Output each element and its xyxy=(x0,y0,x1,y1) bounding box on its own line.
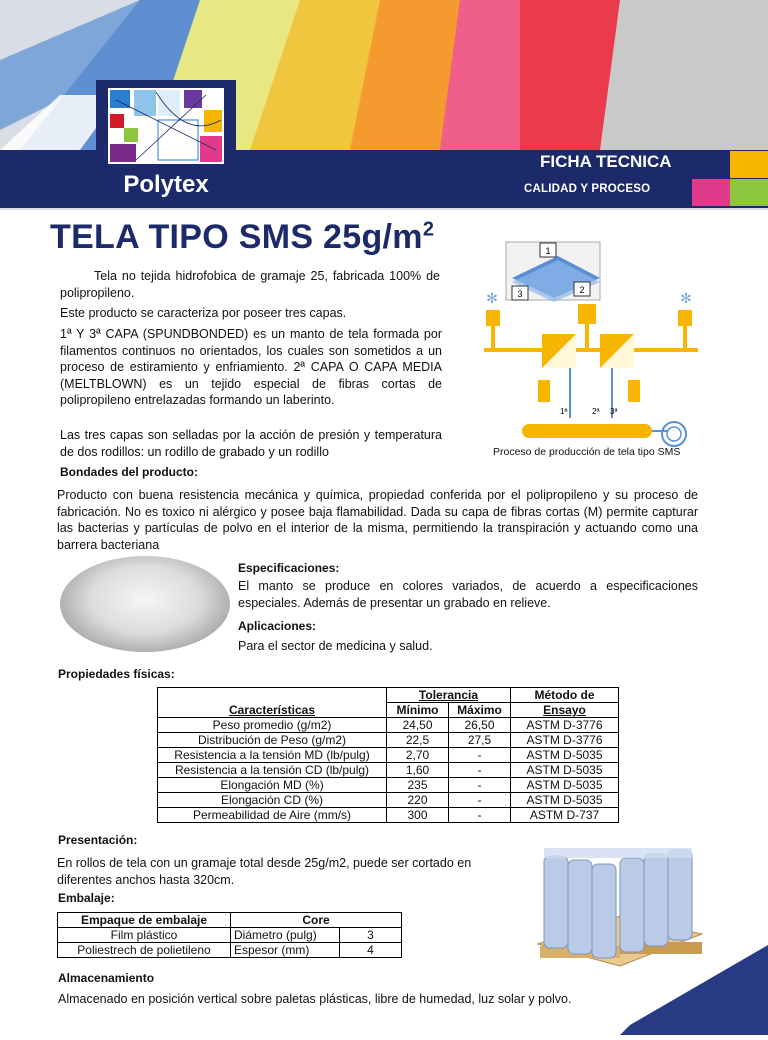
col-minimo: Mínimo xyxy=(387,703,449,718)
col-core: Core xyxy=(231,913,402,928)
svg-text:2: 2 xyxy=(579,285,585,295)
table-row: Elongación MD (%) 235 - ASTM D-5035 xyxy=(158,778,619,793)
intro-paragraph-2: Este producto se caracteriza por poseer tres capas. xyxy=(60,306,347,320)
intro-paragraph-1: Tela no tejida hidrofobica de gramaje 25, fabricada 100% de polipropileno. xyxy=(60,269,440,300)
intro-paragraph-4: Las tres capas son selladas por la acción de presión y temperatura de dos rodillos: un rodillo de grabado y un rodillo xyxy=(60,428,442,459)
almacenamiento-text: Almacenado en posición vertical sobre paletas plásticas, libre de humedad, luz solar y polvo. xyxy=(58,992,572,1006)
bondades-text: Producto con buena resistencia mecánica y química, propiedad conferida por el polipropileno y su proceso de fabricación. No es toxico ni alérgico y posee baja flamabilidad. Dada su capa de fibras cortas (M) permite capturar las bacterias y partículas de polvo en el interior de la misma, permitiendo la transpiración y actuando como una barrera bacteriana xyxy=(57,488,698,552)
almacenamiento-heading: Almacenamiento xyxy=(58,971,155,985)
svg-text:✻: ✻ xyxy=(486,290,498,306)
table-row: Distribución de Peso (g/m2) 22,5 27,5 ASTM D-3776 xyxy=(158,733,619,748)
ficha-tecnica-label: FICHA TECNICA xyxy=(540,152,672,171)
fabric-sample-photo xyxy=(60,556,230,652)
col-tolerancia: Tolerancia xyxy=(387,688,511,703)
table-row: Elongación CD (%) 220 - ASTM D-5035 xyxy=(158,793,619,808)
col-metodo: Método de xyxy=(511,688,619,703)
svg-text:2ª: 2ª xyxy=(592,407,600,416)
svg-text:1: 1 xyxy=(545,246,551,256)
embalaje-heading: Embalaje: xyxy=(58,891,115,905)
table-row: Resistencia a la tensión CD (lb/pulg) 1,60 - ASTM D-5035 xyxy=(158,763,619,778)
accent-square-yellow xyxy=(730,151,768,178)
col-empaque: Empaque de embalaje xyxy=(58,913,231,928)
table-row: Permeabilidad de Aire (mm/s) 300 - ASTM D-737 xyxy=(158,808,619,823)
aplicaciones-heading: Aplicaciones: xyxy=(238,619,317,633)
accent-square-magenta xyxy=(692,179,730,206)
accent-square-green xyxy=(730,179,768,206)
sms-process-diagram xyxy=(478,238,718,448)
calidad-proceso-label: CALIDAD Y PROCESO xyxy=(524,183,651,195)
table-row: Resistencia a la tensión MD (lb/pulg) 2,70 - ASTM D-5035 xyxy=(158,748,619,763)
diagram-caption: Proceso de producción de tela tipo SMS xyxy=(493,446,681,458)
col-ensayo: Ensayo xyxy=(511,703,619,718)
table-row: Poliestrech de polietileno Espesor (mm) 4 xyxy=(58,943,402,958)
aplicaciones-text: Para el sector de medicina y salud. xyxy=(238,639,433,653)
table-row: Film plástico Diámetro (pulg) 3 xyxy=(58,928,402,943)
properties-table xyxy=(157,687,619,823)
svg-text:Polytex: Polytex xyxy=(123,171,209,198)
propiedades-heading: Propiedades físicas: xyxy=(58,667,175,681)
col-maximo: Máximo xyxy=(449,703,511,718)
col-caracteristicas: Características xyxy=(158,688,387,718)
presentacion-heading: Presentación: xyxy=(58,833,138,847)
svg-text:1ª: 1ª xyxy=(560,407,568,416)
bondades-heading: Bondades del producto: xyxy=(60,465,198,479)
especificaciones-text: El manto se produce en colores variados, de acuerdo a especificaciones especiales. Además de presentar un grabado en relieve. xyxy=(238,579,698,610)
especificaciones-heading: Especificaciones: xyxy=(238,561,340,575)
embalaje-table xyxy=(57,912,402,958)
page-title: TELA TIPO SMS $25g/m^2$ xyxy=(50,218,435,256)
intro-paragraph-3: 1ª Y 3ª CAPA (SPUNDBONDED) es un manto de tela formada por filamentos continuos no orientados, los cuales son sometidos a un proceso de estiramiento y enfriamiento. 2ª CAPA O CAPA MEDIA (MELTBLOWN) es un tejido especial de fibras cortas de polipropileno entrelazadas formando un laberinto. xyxy=(60,327,442,407)
presentacion-text: En rollos de tela con un gramaje total desde 25g/m2, puede ser cortado en diferentes anchos hasta 320cm. xyxy=(57,856,472,887)
polytex-logo xyxy=(96,80,236,206)
svg-text:3: 3 xyxy=(517,289,523,299)
table-row: Peso promedio (g/m2) 24,50 26,50 ASTM D-3776 xyxy=(158,718,619,733)
svg-text:✻: ✻ xyxy=(680,290,692,306)
svg-text:3ª: 3ª xyxy=(610,407,618,416)
footer-decoration xyxy=(620,945,768,1035)
